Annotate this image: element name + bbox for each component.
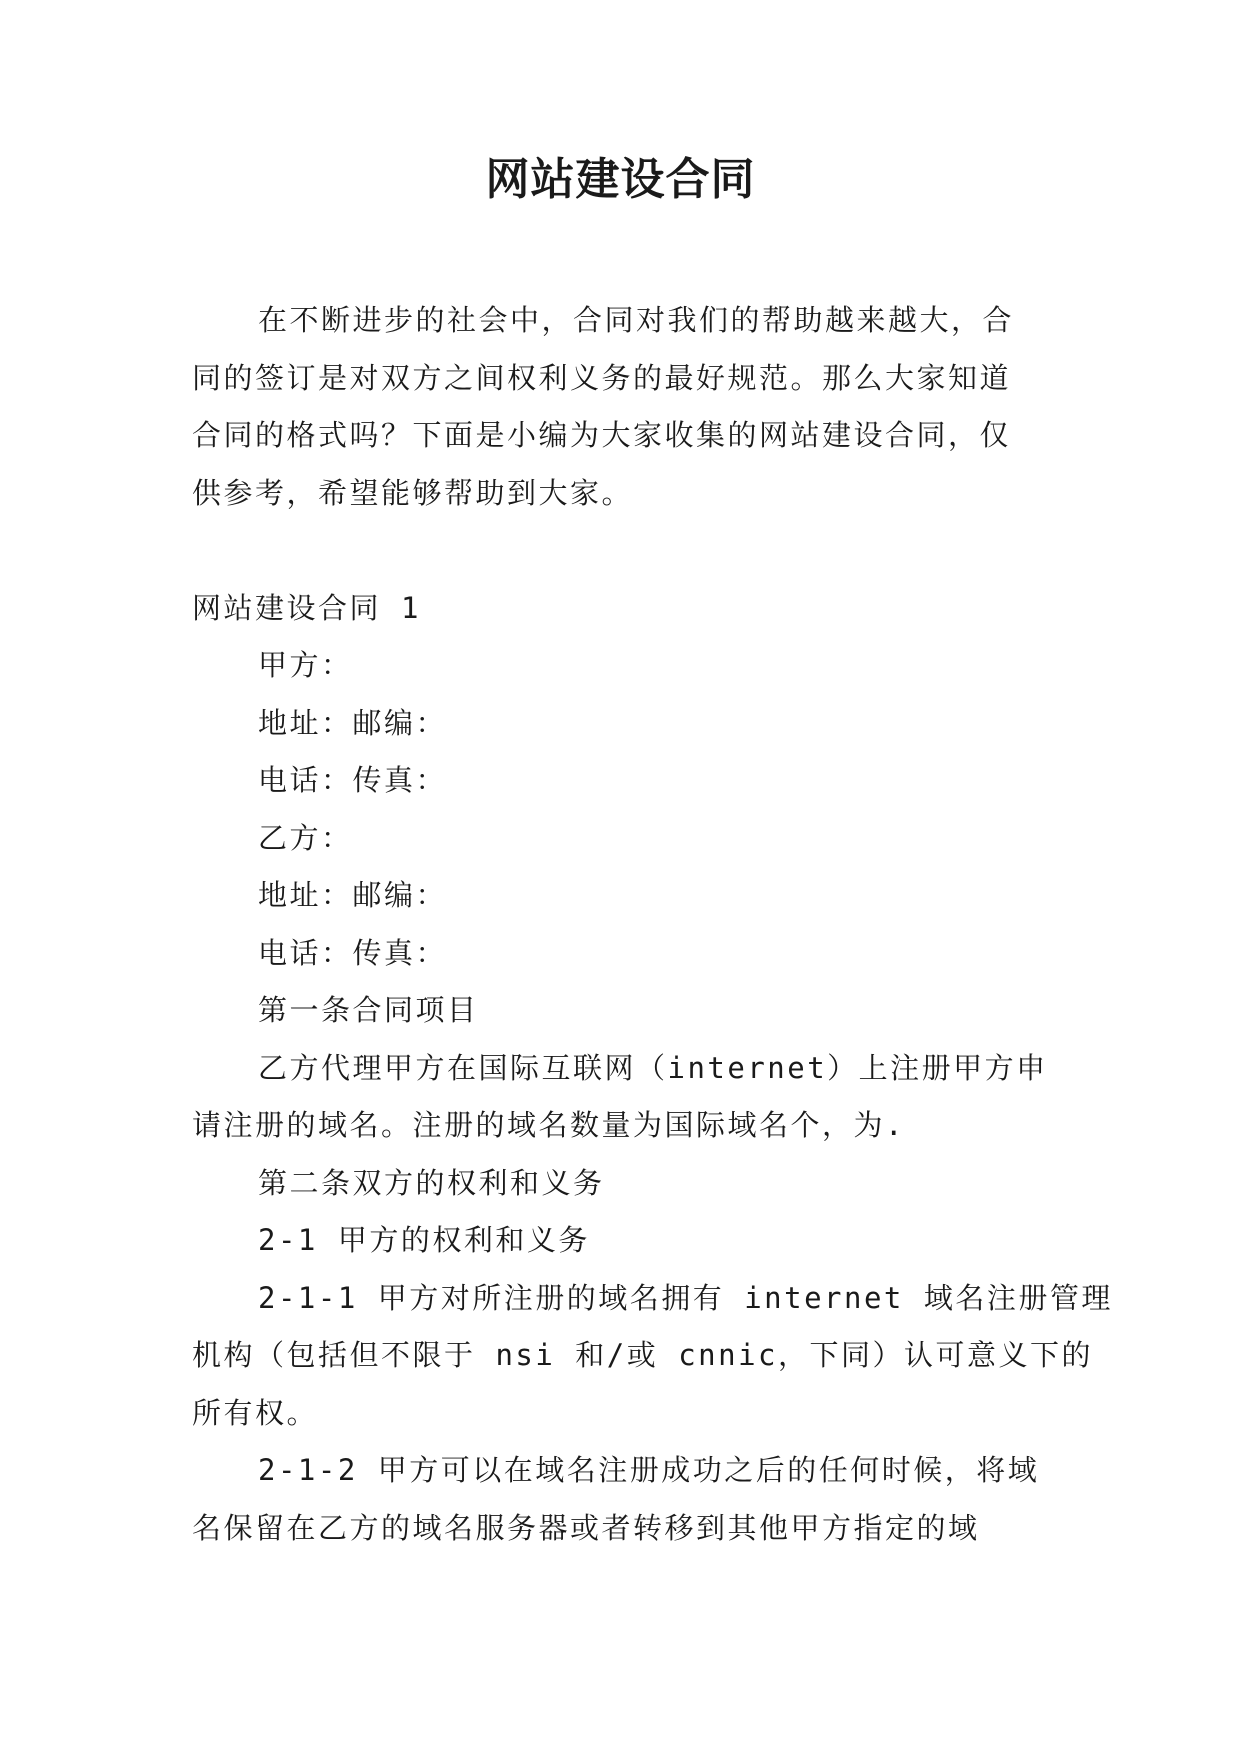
clause-2-1-2-line-1: 2-1-2 甲方可以在域名注册成功之后的任何时候，将域	[258, 1453, 1040, 1487]
intro-line-1: 在不断进步的社会中，合同对我们的帮助越来越大，合	[258, 303, 1015, 337]
party-b-phone: 电话：传真：	[258, 935, 448, 970]
intro-line-3: 合同的格式吗？下面是小编为大家收集的网站建设合同，仅	[192, 418, 1012, 452]
article-1-heading: 第一条合同项目	[258, 993, 479, 1027]
party-a-phone: 电话：传真：	[258, 763, 448, 797]
clause-2-1-heading: 2-1 甲方的权利和义务	[258, 1223, 590, 1257]
section-heading: 网站建设合同 1	[192, 590, 421, 625]
intro-line-2: 同的签订是对双方之间权利义务的最好规范。那么大家知道	[192, 360, 1012, 395]
intro-line-4: 供参考，希望能够帮助到大家。	[192, 475, 634, 510]
party-a-label: 甲方：	[258, 648, 353, 682]
clause-2-1-1-line-2: 机构（包括但不限于 nsi 和/或 cnnic，下同）认可意义下的	[192, 1338, 1094, 1372]
party-a-address: 地址：邮编：	[258, 705, 448, 740]
party-b-label: 乙方：	[258, 820, 353, 855]
clause-2-1-2-line-2: 名保留在乙方的域名服务器或者转移到其他甲方指定的域	[192, 1510, 980, 1545]
party-b-address: 地址：邮编：	[258, 878, 448, 912]
document-title: 网站建设合同	[485, 154, 756, 205]
document-body	[192, 292, 1113, 1557]
article-2-heading: 第二条双方的权利和义务	[258, 1165, 605, 1200]
article-1-line-1: 乙方代理甲方在国际互联网（internet）上注册甲方申	[258, 1050, 1048, 1085]
clause-2-1-1-line-3: 所有权。	[192, 1395, 319, 1430]
paragraph-gap	[192, 522, 1052, 580]
article-1-line-2: 请注册的域名。注册的域名数量为国际域名个，为.	[192, 1108, 905, 1142]
clause-2-1-1-line-1: 2-1-1 甲方对所注册的域名拥有 internet 域名注册管理	[258, 1280, 1113, 1315]
